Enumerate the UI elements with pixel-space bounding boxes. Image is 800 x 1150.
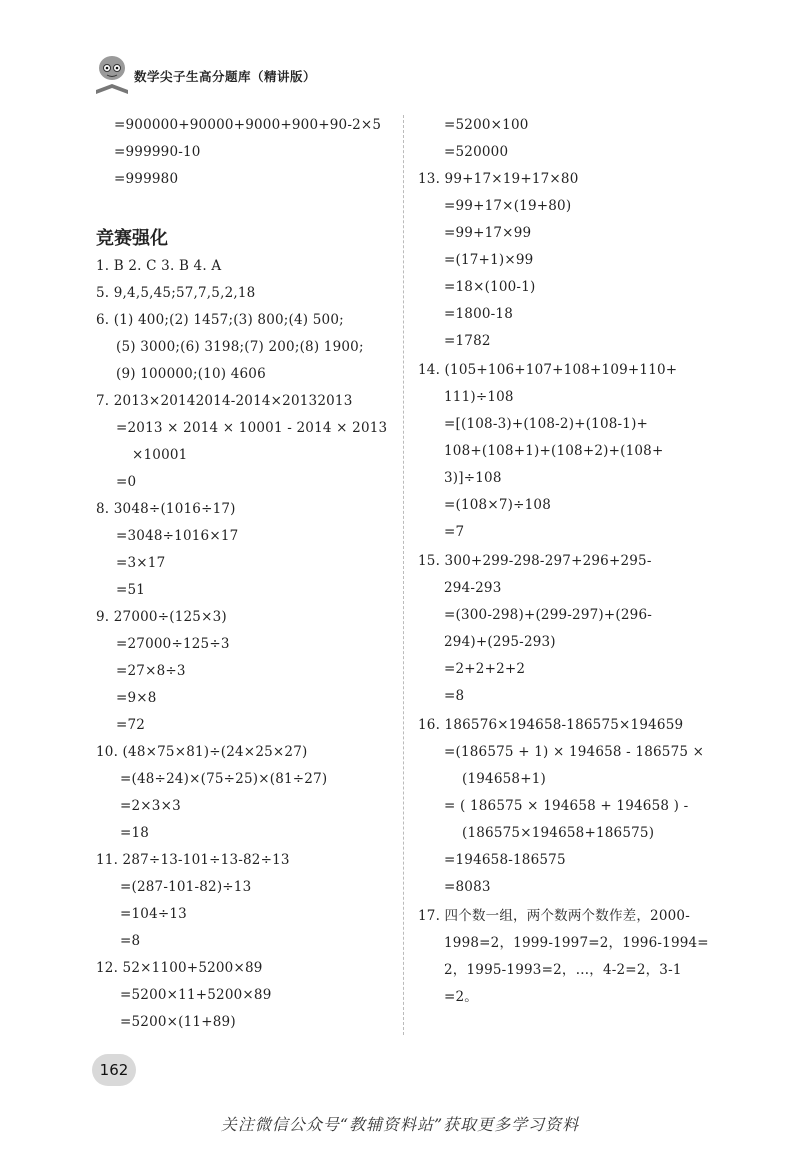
answer-line: =8083 — [444, 879, 491, 895]
column-divider — [403, 115, 404, 1035]
answer-line: =2×3×3 — [120, 798, 181, 814]
answer-line: =2。 — [444, 989, 479, 1005]
answer-line: =999990-10 — [114, 144, 201, 160]
answer-line: 5. 9,4,5,45;57,7,5,2,18 — [96, 285, 256, 301]
answer-line: 17. 四个数一组，两个数两个数作差，2000- — [418, 908, 690, 924]
answer-line: =520000 — [444, 144, 509, 160]
answer-line: 16. 186576×194658-186575×194659 — [418, 717, 684, 733]
answer-line: =1782 — [444, 333, 491, 349]
answer-line: 294)+(295-293) — [444, 634, 556, 650]
answer-line: =27000÷125÷3 — [116, 636, 230, 652]
answer-line: 15. 300+299-298-297+296+295- — [418, 553, 652, 569]
book-title: 数学尖子生高分题库（精讲版） — [134, 69, 317, 84]
answer-line: 108+(108+1)+(108+2)+(108+ — [444, 443, 664, 459]
answer-line: 9. 27000÷(125×3) — [96, 609, 227, 625]
answer-line: =72 — [116, 717, 146, 733]
answer-line: =18 — [120, 825, 150, 841]
footer-watermark: 关注微信公众号“教辅资料站”获取更多学习资料 — [220, 1115, 580, 1134]
answer-line: =99+17×(19+80) — [444, 198, 572, 214]
answer-line: =2013 × 2014 × 10001 - 2014 × 2013 — [116, 420, 388, 436]
answer-line: =51 — [116, 582, 146, 598]
answer-line: 11. 287÷13-101÷13-82÷13 — [96, 852, 290, 868]
answer-line: =104÷13 — [120, 906, 187, 922]
answer-line: 1. B 2. C 3. B 4. A — [96, 258, 222, 274]
answer-line: =194658-186575 — [444, 852, 566, 868]
page-header — [92, 52, 392, 96]
answer-line: 294-293 — [444, 580, 502, 596]
answer-line: =999980 — [114, 171, 179, 187]
answer-line: 1998=2，1999-1997=2，1996-1994= — [444, 935, 709, 951]
answer-line: ×10001 — [132, 447, 188, 463]
answer-line: =9×8 — [116, 690, 157, 706]
answer-line: (9) 100000;(10) 4606 — [116, 366, 266, 382]
mascot-icon — [92, 52, 132, 96]
answer-line: =27×8÷3 — [116, 663, 186, 679]
answer-line: 8. 3048÷(1016÷17) — [96, 501, 236, 517]
answer-line: 111)÷108 — [444, 389, 514, 405]
answer-line: =18×(100-1) — [444, 279, 536, 295]
answer-line: (194658+1) — [462, 771, 546, 787]
answer-line: 6. (1) 400;(2) 1457;(3) 800;(4) 500; — [96, 312, 344, 328]
answer-line: 2，1995-1993=2，…，4-2=2，3-1 — [444, 962, 682, 978]
answer-line: (5) 3000;(6) 3198;(7) 200;(8) 1900; — [116, 339, 364, 355]
answer-line: =(300-298)+(299-297)+(296- — [444, 607, 652, 623]
answer-line: =8 — [120, 933, 141, 949]
answer-line: =(186575 + 1) × 194658 - 186575 × — [444, 744, 705, 760]
answer-line: =0 — [116, 474, 137, 490]
answer-line: =7 — [444, 524, 465, 540]
answer-line: 14. (105+106+107+108+109+110+ — [418, 362, 678, 378]
answer-line: =2+2+2+2 — [444, 661, 526, 677]
answer-line: =3×17 — [116, 555, 166, 571]
answer-line: =(48÷24)×(75÷25)×(81÷27) — [120, 771, 328, 787]
page-number: 162 — [92, 1054, 136, 1086]
answer-line: =8 — [444, 688, 465, 704]
answer-line: 10. (48×75×81)÷(24×25×27) — [96, 744, 308, 760]
answer-line: =99+17×99 — [444, 225, 532, 241]
section-title: 竞赛强化 — [96, 228, 168, 249]
answer-line: = ( 186575 × 194658 + 194658 ) - — [444, 798, 689, 814]
answer-line: =(108×7)÷108 — [444, 497, 551, 513]
answer-line: (186575×194658+186575) — [462, 825, 655, 841]
answer-line: =3048÷1016×17 — [116, 528, 239, 544]
answer-line: =5200×100 — [444, 117, 529, 133]
answer-line: 12. 52×1100+5200×89 — [96, 960, 263, 976]
answer-line: 3)]÷108 — [444, 470, 502, 486]
answer-line: =5200×(11+89) — [120, 1014, 236, 1030]
answer-line: =(287-101-82)÷13 — [120, 879, 252, 895]
answer-line: =(17+1)×99 — [444, 252, 534, 268]
answer-line: 7. 2013×20142014-2014×20132013 — [96, 393, 353, 409]
answer-line: =[(108-3)+(108-2)+(108-1)+ — [444, 416, 649, 432]
answer-line: 13. 99+17×19+17×80 — [418, 171, 579, 187]
answer-line: =5200×11+5200×89 — [120, 987, 272, 1003]
answer-line: =1800-18 — [444, 306, 514, 322]
answer-line: =900000+90000+9000+900+90-2×5 — [114, 117, 382, 133]
